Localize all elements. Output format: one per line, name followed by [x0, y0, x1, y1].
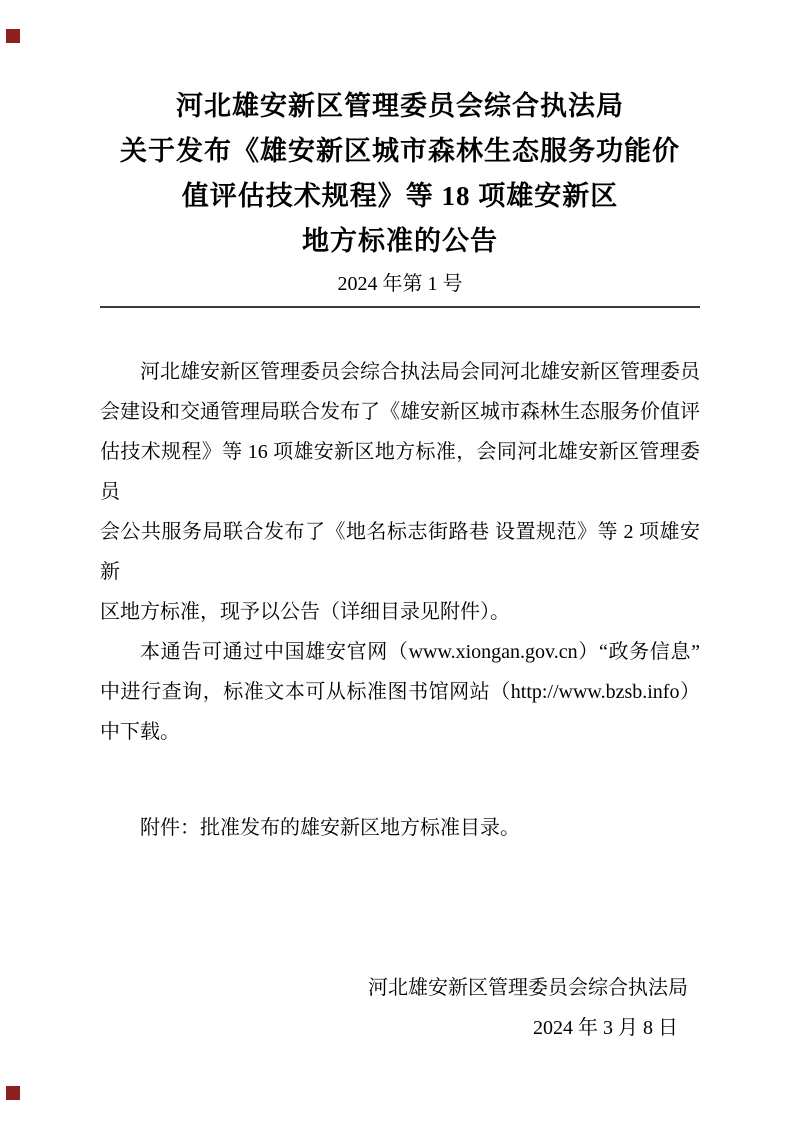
paragraph-1-line-3: 估技术规程》等 16 项雄安新区地方标准，会同河北雄安新区管理委员: [100, 441, 700, 503]
title-line-3: 值评估技术规程》等 18 项雄安新区: [181, 181, 619, 211]
document-number: 2024 年第 1 号: [337, 273, 463, 295]
paragraph-1-line-4: 会公共服务局联合发布了《地名标志街路巷 设置规范》等 2 项雄安新: [100, 521, 700, 583]
title-line-2: 关于发布《雄安新区城市森林生态服务功能价: [120, 136, 680, 166]
signature-date: 2024 年 3 月 8 日: [533, 1017, 678, 1039]
signature-organization: 河北雄安新区管理委员会综合执法局: [368, 977, 688, 999]
attachment-note: 附件：批准发布的雄安新区地方标准目录。: [140, 817, 520, 839]
title-separator-rule: [100, 306, 700, 308]
title-line-4: 地方标准的公告: [302, 226, 498, 256]
body-text: [100, 352, 700, 752]
paragraph-2-line-3: 中下载。: [100, 721, 180, 743]
paragraph-2: [100, 632, 700, 752]
paragraph-2-line-2: 中进行查询，标准文本可从标准图书馆网站（http://www.bzsb.info）: [100, 681, 700, 703]
document-title: [100, 0, 700, 264]
corner-mark-top-left-icon: [6, 29, 20, 43]
paragraph-1-line-5: 区地方标准，现予以公告（详细目录见附件）。: [100, 601, 510, 623]
title-line-1: 河北雄安新区管理委员会综合执法局: [176, 91, 624, 121]
paragraph-1-line-2: 会建设和交通管理局联合发布了《雄安新区城市森林生态服务价值评: [100, 401, 700, 423]
corner-mark-bottom-left-icon: [6, 1086, 20, 1100]
paragraph-1-line-1: 河北雄安新区管理委员会综合执法局会同河北雄安新区管理委员: [140, 361, 700, 383]
signature-block: [100, 968, 700, 1048]
paragraph-1: [100, 352, 700, 632]
document-content: [100, 0, 700, 1048]
paragraph-2-line-1: 本通告可通过中国雄安官网（www.xiongan.gov.cn）“政务信息”: [140, 641, 700, 663]
